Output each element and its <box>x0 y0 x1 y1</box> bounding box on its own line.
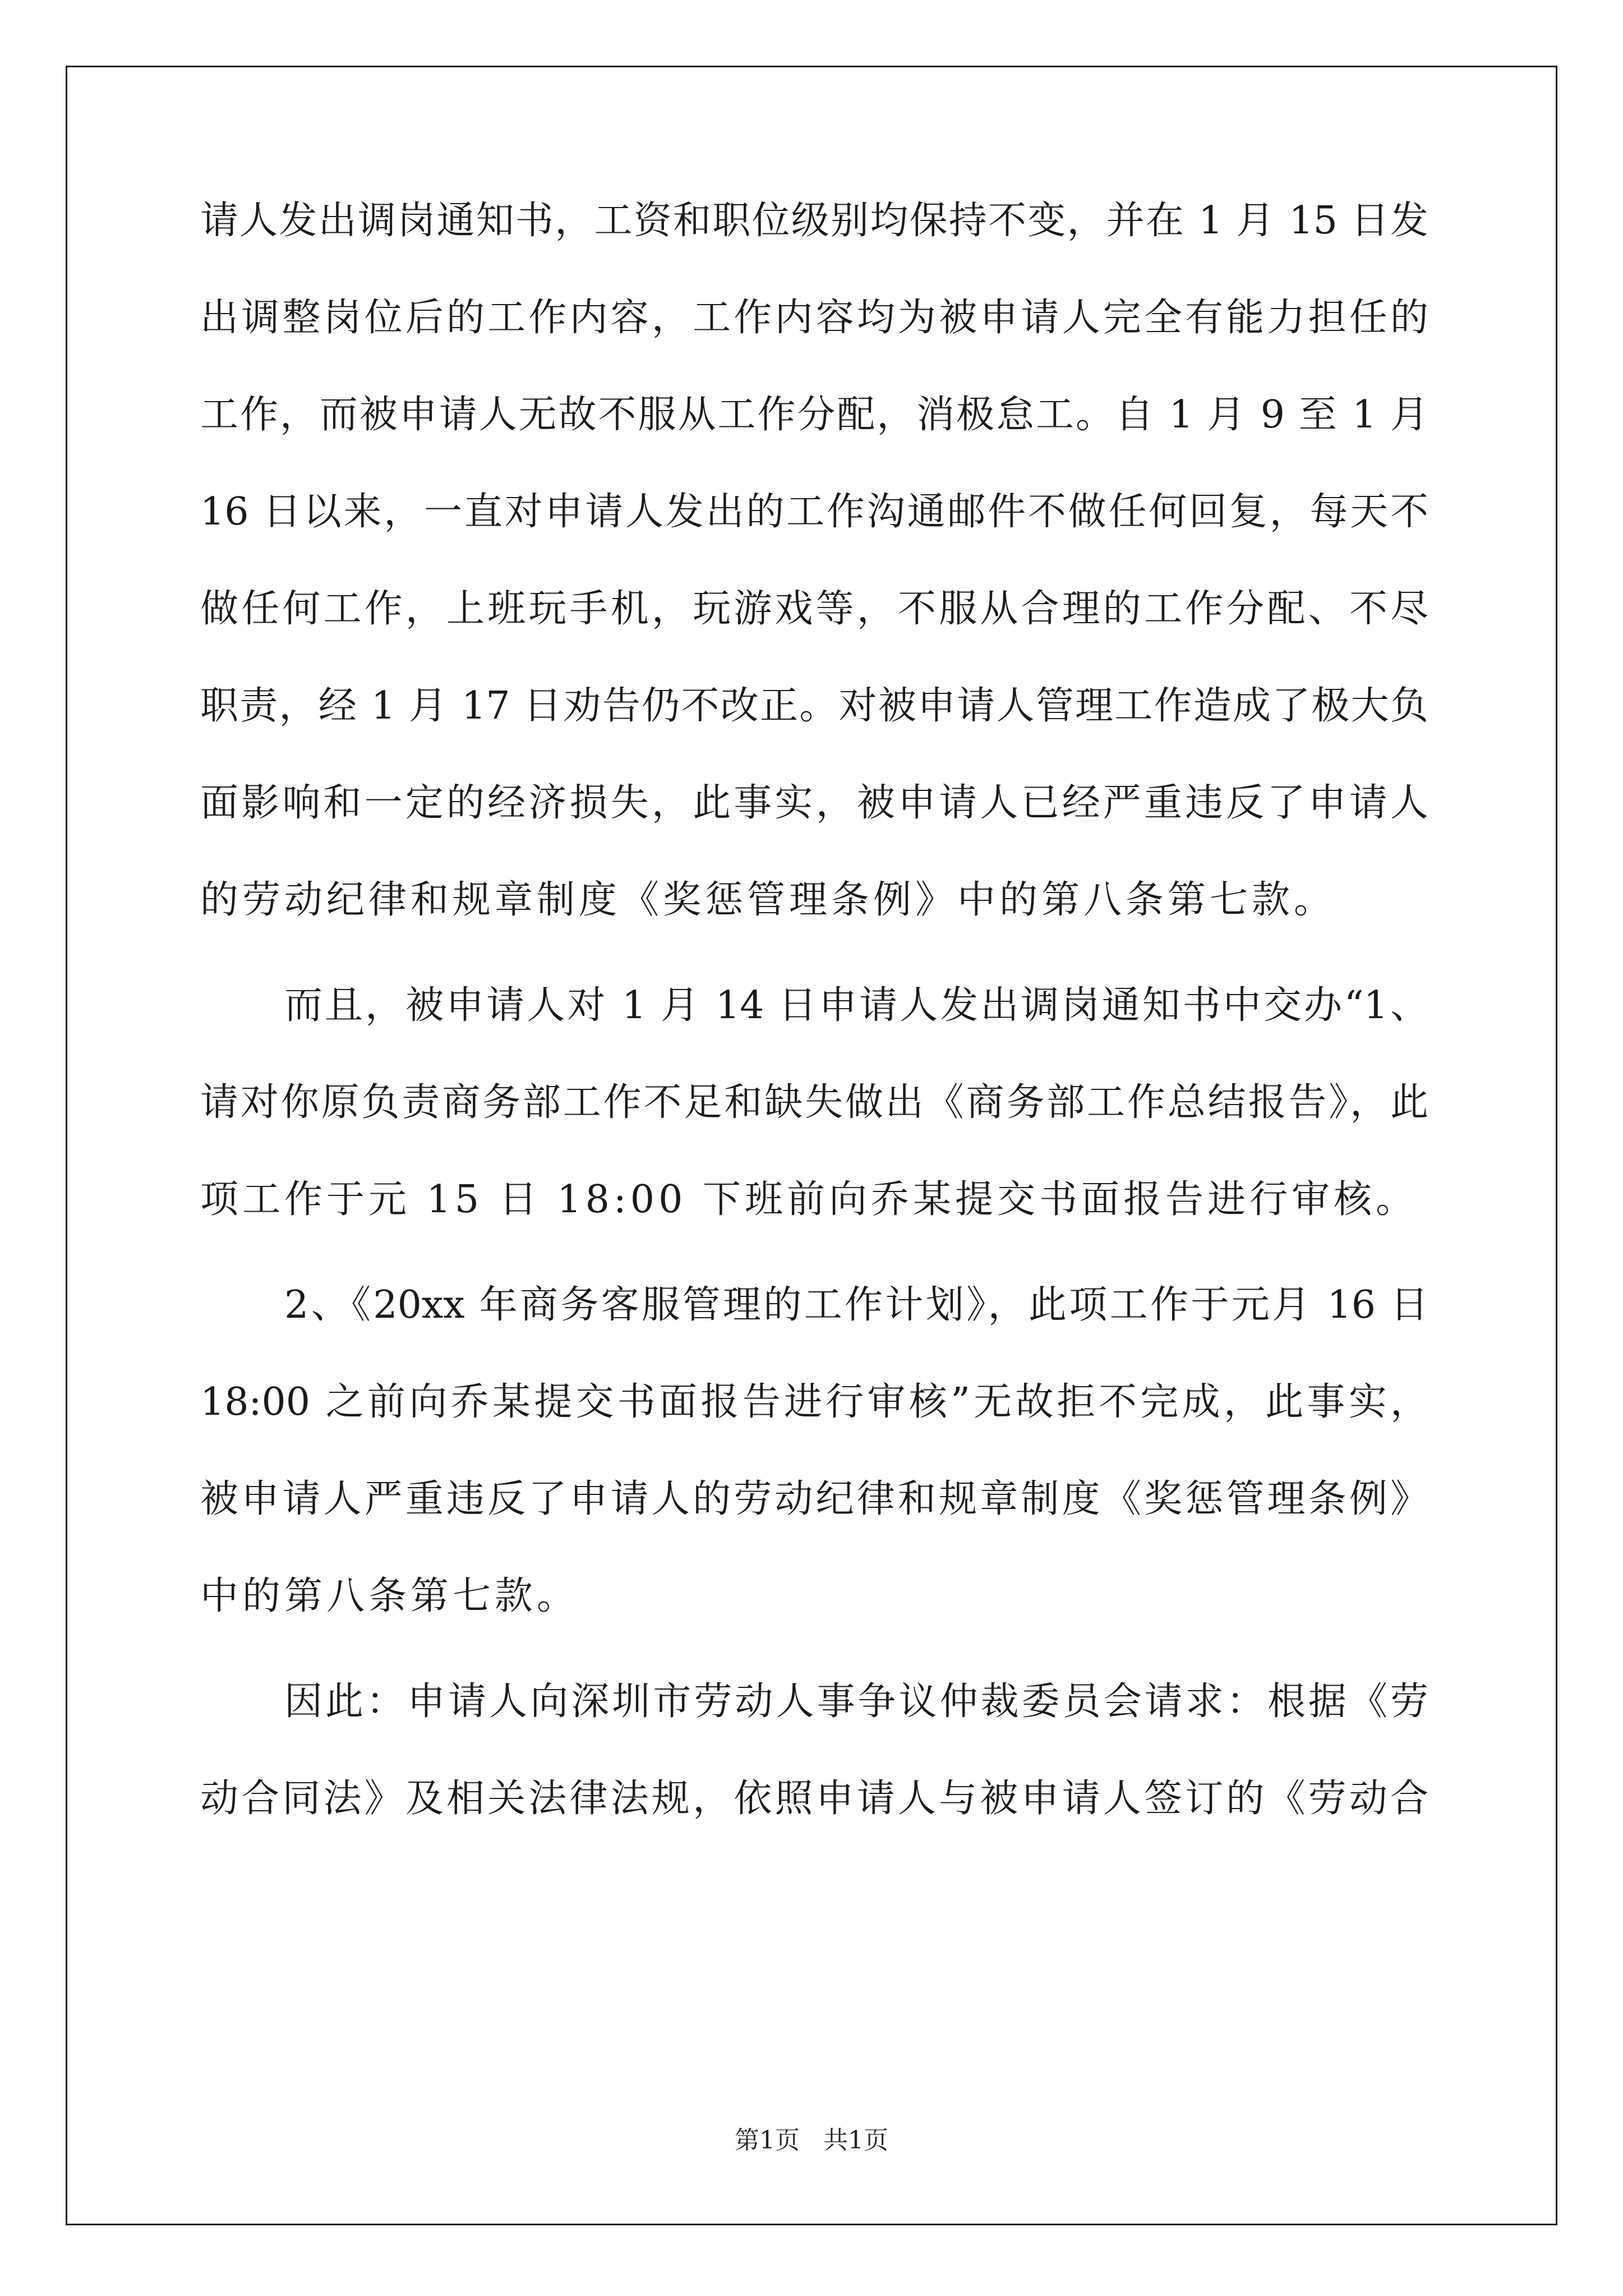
text-line: 请人发出调岗通知书，工资和职位级别均保持不变，并在 1 月 15 日发 <box>200 199 1428 243</box>
text-line: 中的第八条第七款。 <box>200 1574 579 1618</box>
text-line: 的劳动纪律和规章制度《奖惩管理条例》中的第八条第七款。 <box>200 878 1336 922</box>
text-line: 18:00 之前向乔某提交书面报告进行审核”无故拒不完成，此事实， <box>200 1380 1428 1424</box>
text-line: 做任何工作，上班玩手机，玩游戏等，不服从合理的工作分配、不尽 <box>200 587 1428 631</box>
text-line: 项工作于元 15 日 18:00 下班前向乔某提交书面报告进行审核。 <box>200 1177 1418 1222</box>
text-line: 被申请人严重违反了申请人的劳动纪律和规章制度《奖惩管理条例》 <box>200 1477 1428 1521</box>
paragraph-first-line: 因此：申请人向深圳市劳动人事争议仲裁委员会请求：根据《劳 <box>284 1680 1428 1724</box>
paragraph-first-line: 而且，被申请人对 1 月 14 日申请人发出调岗通知书中交办“1、 <box>284 983 1428 1028</box>
text-line: 16 日以来，一直对申请人发出的工作沟通邮件不做任何回复，每天不 <box>200 490 1428 534</box>
text-line: 工作，而被申请人无故不服从工作分配，消极怠工。自 1 月 9 至 1 月 <box>200 393 1428 437</box>
text-line: 动合同法》及相关法律法规，依照申请人与被申请人签订的《劳动合 <box>200 1777 1428 1821</box>
document-body <box>200 199 1428 1877</box>
paragraph-first-line: 2、《20xx 年商务客服管理的工作计划》，此项工作于元月 16 日 <box>284 1283 1428 1327</box>
text-line: 请对你原负责商务部工作不足和缺失做出《商务部工作总结报告》，此 <box>200 1080 1428 1125</box>
text-line: 出调整岗位后的工作内容，工作内容均为被申请人完全有能力担任的 <box>200 296 1428 340</box>
text-line: 面影响和一定的经济损失，此事实，被申请人已经严重违反了申请人 <box>200 781 1428 825</box>
page-footer: 第1页 共1页 <box>735 2126 888 2155</box>
text-line: 职责，经 1 月 17 日劝告仍不改正。对被申请人管理工作造成了极大负 <box>200 684 1428 728</box>
